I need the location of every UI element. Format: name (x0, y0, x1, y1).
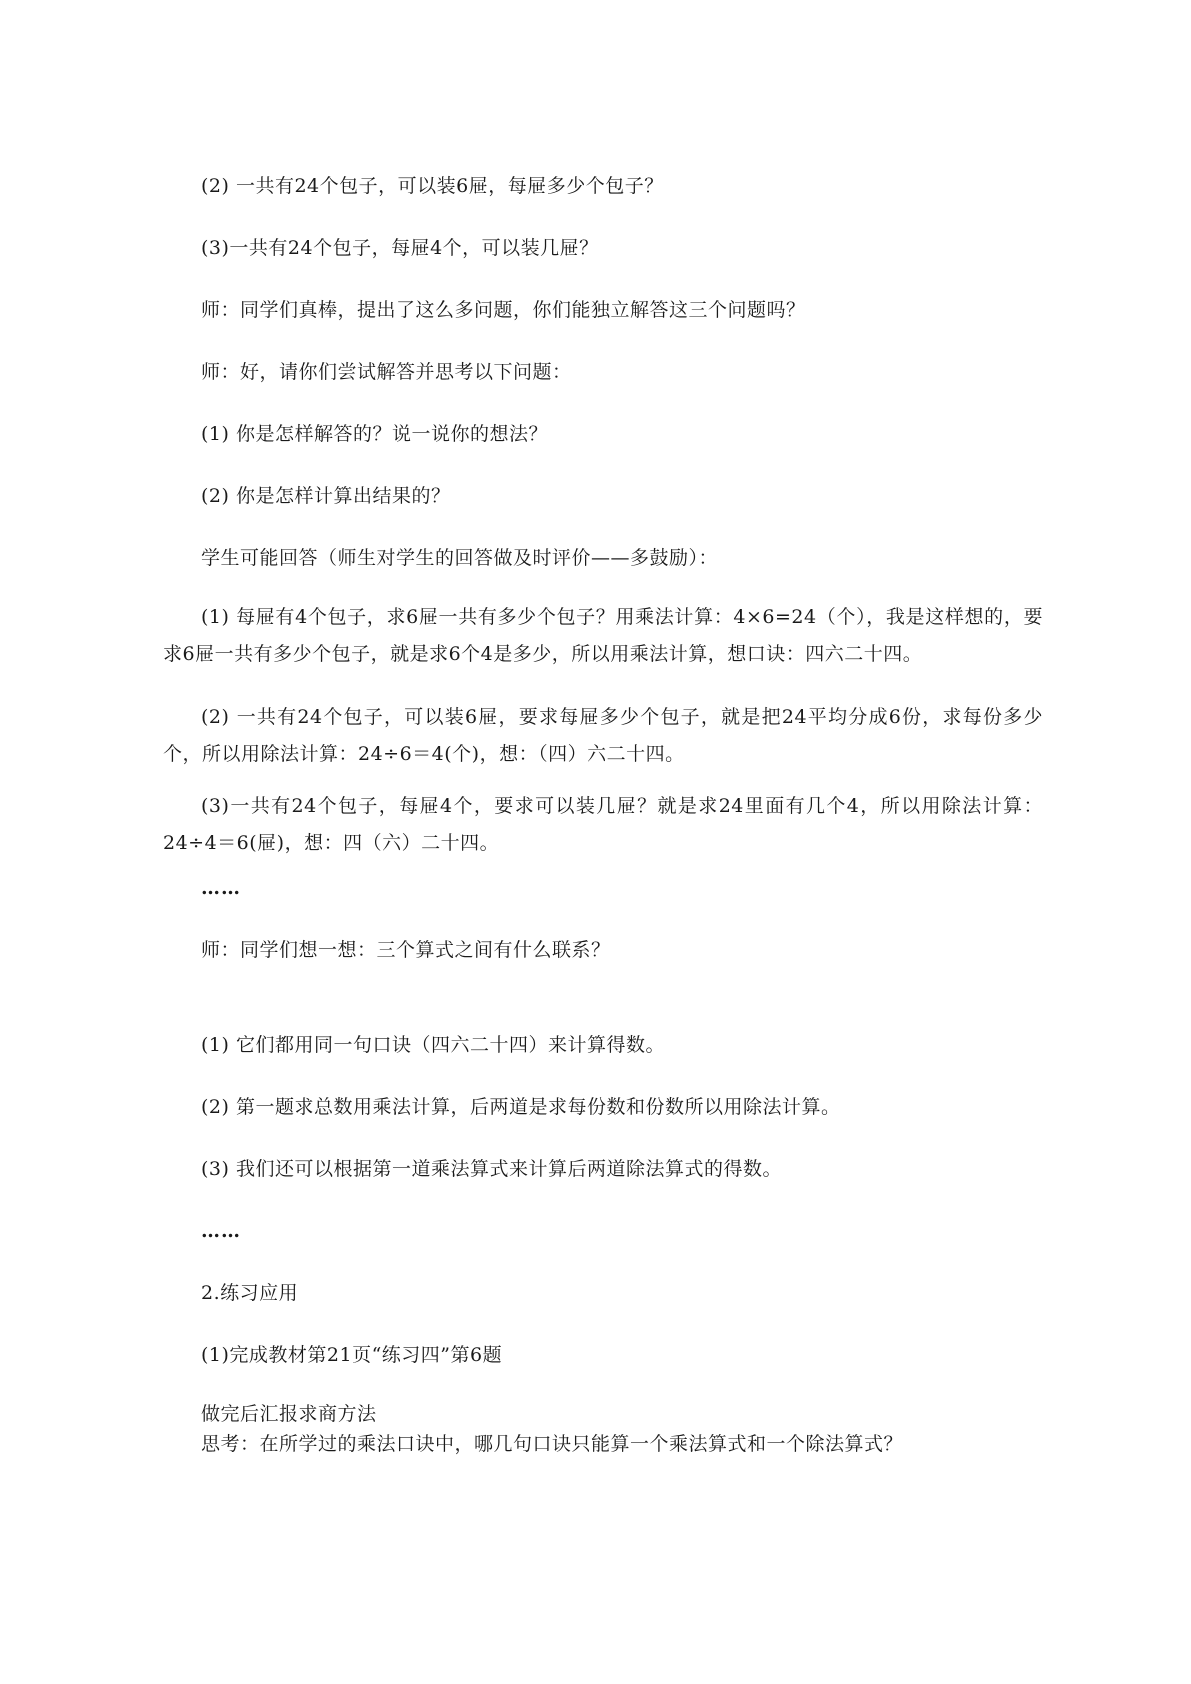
relation-point-1: (1) 它们都用同一句口诀（四六二十四）来计算得数。 (201, 1034, 665, 1056)
section-heading: 2.练习应用 (201, 1282, 299, 1304)
teacher-instruction-text: 师：好，请你们尝试解答并思考以下问题： (201, 361, 572, 383)
thinking-question-2: (2) 你是怎样计算出结果的？ (201, 485, 451, 507)
relation-point-3: (3) 我们还可以根据第一道乘法算式来计算后两道除法算式的得数。 (201, 1158, 782, 1180)
exercise-item-1: (1)完成教材第21页“练习四”第6题 (201, 1344, 503, 1366)
student-answer-2: (2) 一共有24个包子，可以装6屉，要求每屉多少个包子，就是把24平均分成6份，求每份多少个，所以用除法计算：24÷6＝4(个)，想：（四）六二十四。 (163, 706, 1043, 765)
thinking-question: 思考：在所学过的乘法口诀中，哪几句口诀只能算一个乘法算式和一个除法算式？ (201, 1433, 904, 1455)
student-responses-intro: 学生可能回答（师生对学生的回答做及时评价——多鼓励）： (201, 547, 719, 569)
teacher-question-text: 师：同学们想一想：三个算式之间有什么联系？ (201, 939, 611, 961)
report-text: 做完后汇报求商方法 (201, 1403, 377, 1425)
thinking-question-1: (1) 你是怎样解答的？说一说你的想法？ (201, 423, 548, 445)
ellipsis: …… (201, 877, 241, 899)
student-answer-1: (1) 每屉有4个包子，求6屉一共有多少个包子？用乘法计算：4×6=24（个），我是这样想的，要求6屉一共有多少个包子，就是求6个4是多少，所以用乘法计算，想口诀：四六二十四。 (163, 606, 1043, 665)
question-2: (2) 一共有24个包子，可以装6屉，每屉多少个包子？ (201, 175, 664, 197)
teacher-praise-text: 师：同学们真棒，提出了这么多问题，你们能独立解答这三个问题吗？ (201, 299, 806, 321)
ellipsis: …… (201, 1220, 241, 1242)
question-3: (3)一共有24个包子，每屉4个，可以装几屉？ (201, 237, 599, 259)
relation-point-2: (2) 第一题求总数用乘法计算，后两道是求每份数和份数所以用除法计算。 (201, 1096, 841, 1118)
student-answer-3: (3)一共有24个包子，每屉4个，要求可以装几屉？就是求24里面有几个4，所以用除法计算：24÷4＝6(屉)，想：四（六）二十四。 (163, 795, 1043, 854)
